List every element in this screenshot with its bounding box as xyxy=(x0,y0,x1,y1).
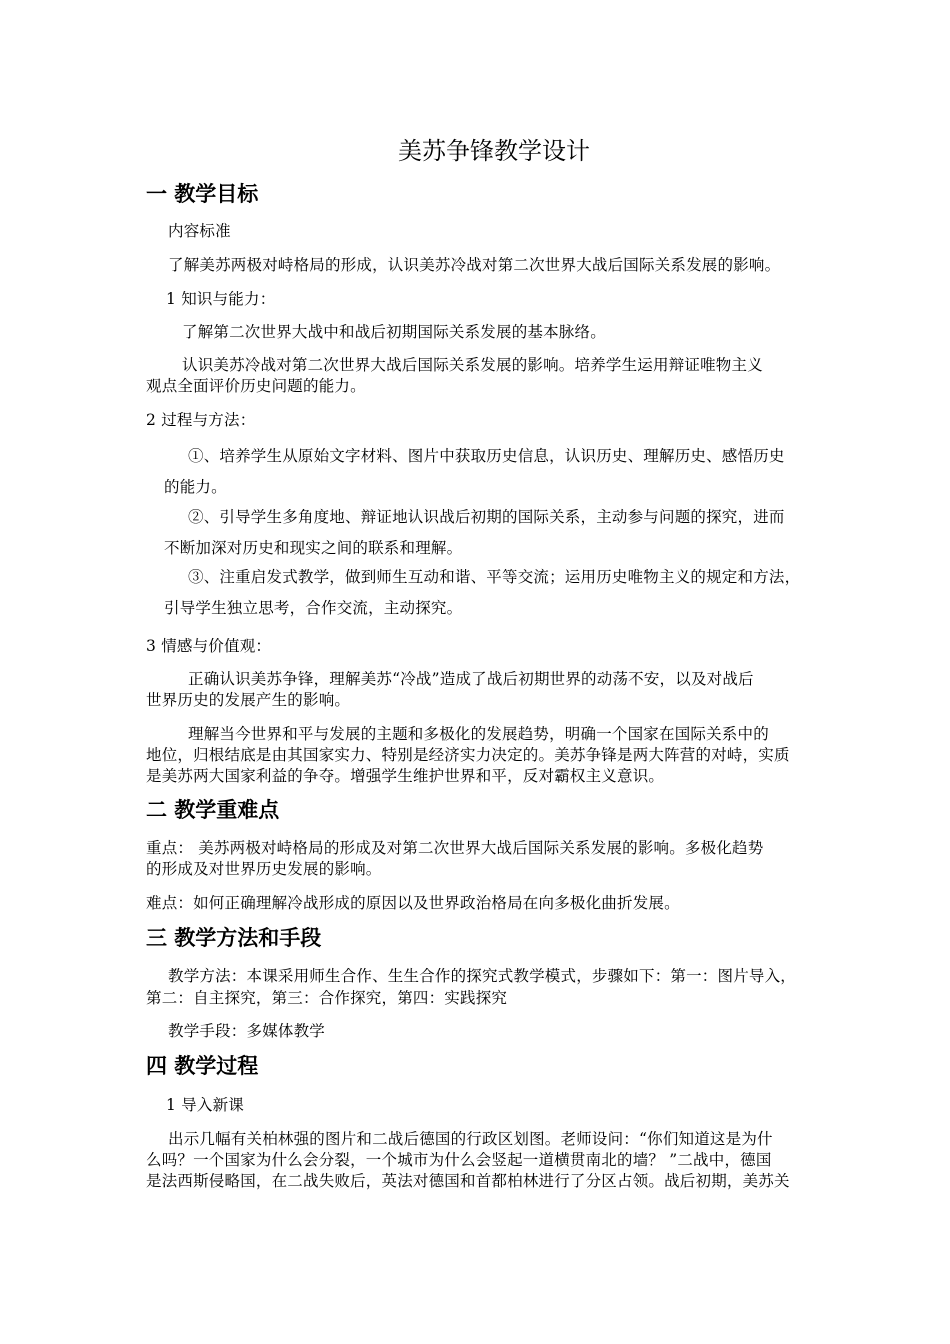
intro-text-line-1: 出示几幅有关柏林强的图片和二战后德国的行政区划图。老师设问：“你们知道这是为什 xyxy=(168,1130,773,1148)
emotion-item-2-line-1: 理解当今世界和平与发展的主题和多极化的发展趋势，明确一个国家在国际关系中的 xyxy=(188,725,769,743)
knowledge-ability-label: 1 知识与能力： xyxy=(166,290,276,308)
section-heading-process: 四 教学过程 xyxy=(146,1054,259,1078)
process-method-label: 2 过程与方法： xyxy=(146,411,256,429)
emotion-item-2-line-2: 地位，归根结底是由其国家实力、特别是经济实力决定的。美苏争锋是两大阵营的对峙，实质 xyxy=(146,746,790,764)
process-item-3-line-1: ③、注重启发式教学，做到师生互动和谐、平等交流；运用历史唯物主义的规定和方法， xyxy=(188,568,801,586)
key-point-line-1: 重点： 美苏两极对峙格局的形成及对第二次世界大战后国际关系发展的影响。多极化趋势 xyxy=(146,839,764,857)
intro-label: 1 导入新课 xyxy=(166,1096,244,1114)
teaching-means: 教学手段：多媒体教学 xyxy=(168,1022,326,1040)
process-item-1-line-2: 的能力。 xyxy=(164,478,227,496)
intro-text-line-2: 么吗？一个国家为什么会分裂，一个城市为什么会竖起一道横贯南北的墙？ ”二战中，德国 xyxy=(146,1151,772,1169)
knowledge-item-2-line-1: 认识美苏冷战对第二次世界大战后国际关系发展的影响。培养学生运用辩证唯物主义 xyxy=(182,356,763,374)
knowledge-item-2-line-2: 观点全面评价历史问题的能力。 xyxy=(146,377,366,395)
teaching-method-line-1: 教学方法：本课采用师生合作、生生合作的探究式教学模式，步骤如下：第一：图片导入， xyxy=(168,967,797,985)
section-heading-key-difficult: 二 教学重难点 xyxy=(146,798,280,822)
teaching-method-line-2: 第二：自主探究，第三：合作探究，第四：实践探究 xyxy=(146,989,508,1007)
process-item-2-line-2: 不断加深对历史和现实之间的联系和理解。 xyxy=(164,539,463,557)
emotion-item-2-line-3: 是美苏两大国家利益的争夺。增强学生维护世界和平，反对霸权主义意识。 xyxy=(146,767,665,785)
emotion-values-label: 3 情感与价值观： xyxy=(146,637,272,655)
process-item-3-line-2: 引导学生独立思考，合作交流，主动探究。 xyxy=(164,599,463,617)
emotion-item-1-line-1: 正确认识美苏争锋，理解美苏“冷战”造成了战后初期世界的动荡不安，以及对战后 xyxy=(188,670,754,688)
section-heading-methods: 三 教学方法和手段 xyxy=(146,926,322,950)
content-standard-label: 内容标准 xyxy=(168,222,231,240)
key-point-line-2: 的形成及对世界历史发展的影响。 xyxy=(146,860,382,878)
process-item-2-line-1: ②、引导学生多角度地、辩证地认识战后初期的国际关系，主动参与问题的探究，进而 xyxy=(188,508,785,526)
document-title: 美苏争锋教学设计 xyxy=(398,137,590,165)
content-standard-text: 了解美苏两极对峙格局的形成，认识美苏冷战对第二次世界大战后国际关系发展的影响。 xyxy=(168,256,781,274)
emotion-item-1-line-2: 世界历史的发展产生的影响。 xyxy=(146,691,351,709)
intro-text-line-3: 是法西斯侵略国，在二战失败后，英法对德国和首都柏林进行了分区占领。战后初期，美苏关 xyxy=(146,1172,790,1190)
process-item-1-line-1: ①、培养学生从原始文字材料、图片中获取历史信息，认识历史、理解历史、感悟历史 xyxy=(188,447,785,465)
section-heading-objectives: 一 教学目标 xyxy=(146,182,259,206)
knowledge-item-1: 了解第二次世界大战中和战后初期国际关系发展的基本脉络。 xyxy=(182,323,606,341)
difficult-point: 难点：如何正确理解冷战形成的原因以及世界政治格局在向多极化曲折发展。 xyxy=(146,894,680,912)
